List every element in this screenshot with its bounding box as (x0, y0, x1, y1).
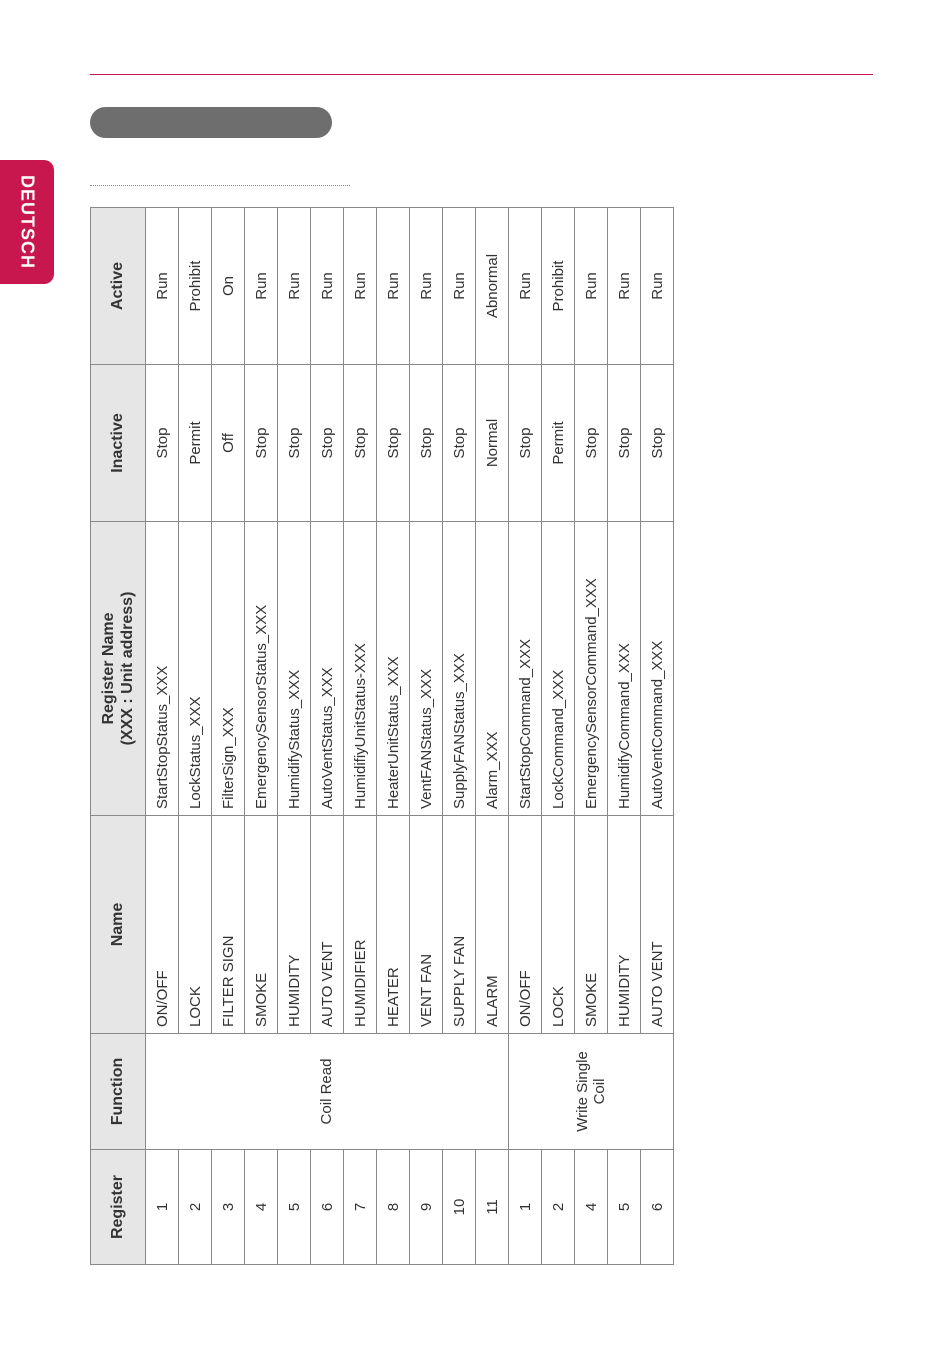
cell-register: 8 (377, 1150, 410, 1265)
cell-active: Run (509, 208, 542, 365)
header-register-name (91, 522, 146, 816)
cell-register-name: HumidifyCommand_XXX (608, 522, 641, 816)
header-function: Function (91, 1034, 146, 1150)
cell-inactive: Stop (245, 365, 278, 522)
cell-register: 6 (641, 1150, 674, 1265)
cell-register: 6 (311, 1150, 344, 1265)
cell-active: On (212, 208, 245, 365)
table-row (146, 208, 179, 1265)
cell-register: 3 (212, 1150, 245, 1265)
cell-name: SMOKE (245, 816, 278, 1034)
cell-register: 1 (509, 1150, 542, 1265)
cell-active: Prohibit (179, 208, 212, 365)
cell-register-name: Alarm_XXX (476, 522, 509, 816)
register-table (90, 207, 674, 1265)
header-name: Name (91, 816, 146, 1034)
cell-inactive: Stop (575, 365, 608, 522)
cell-inactive: Permit (542, 365, 575, 522)
header-register-name-line2: (XXX : Unit address) (119, 591, 136, 746)
cell-name: HEATER (377, 816, 410, 1034)
language-tab-label: DEUTSCH (17, 174, 38, 270)
cell-register: 5 (608, 1150, 641, 1265)
cell-register: 4 (575, 1150, 608, 1265)
cell-register-name: AutoVentCommand_XXX (641, 522, 674, 816)
cell-active: Run (146, 208, 179, 365)
cell-register-name: AutoVentStatus_XXX (311, 522, 344, 816)
cell-active: Run (245, 208, 278, 365)
cell-inactive: Off (212, 365, 245, 522)
function-line2: Coil (591, 1078, 608, 1105)
cell-inactive: Stop (146, 365, 179, 522)
cell-name: SUPPLY FAN (443, 816, 476, 1034)
cell-active: Run (410, 208, 443, 365)
header-register-name-line1: Register Name (99, 612, 117, 725)
cell-register-name: VentFANStatus_XXX (410, 522, 443, 816)
section-title-bar (90, 107, 332, 138)
header-inactive: Inactive (91, 365, 146, 522)
cell-inactive: Stop (509, 365, 542, 522)
cell-active: Run (311, 208, 344, 365)
cell-name: AUTO VENT (311, 816, 344, 1034)
cell-name: LOCK (542, 816, 575, 1034)
cell-active: Run (575, 208, 608, 365)
cell-name: ALARM (476, 816, 509, 1034)
header-active: Active (91, 208, 146, 365)
cell-inactive: Stop (344, 365, 377, 522)
cell-active: Run (278, 208, 311, 365)
cell-inactive: Stop (410, 365, 443, 522)
function-line1: Write Single (573, 1051, 591, 1132)
cell-name: HUMIDITY (278, 816, 311, 1034)
header-register: Register (91, 1150, 146, 1265)
cell-inactive: Stop (641, 365, 674, 522)
cell-active: Run (377, 208, 410, 365)
cell-name: HUMIDITY (608, 816, 641, 1034)
cell-inactive: Stop (608, 365, 641, 522)
cell-inactive: Normal (476, 365, 509, 522)
cell-name: ON/OFF (146, 816, 179, 1034)
language-tab (0, 160, 54, 284)
cell-active: Prohibit (542, 208, 575, 365)
cell-name: HUMIDIFIER (344, 816, 377, 1034)
cell-register-name: EmergencySensorCommand_XXX (575, 522, 608, 816)
cell-register-name: StartStopCommand_XXX (509, 522, 542, 816)
cell-register: 4 (245, 1150, 278, 1265)
cell-inactive: Stop (278, 365, 311, 522)
cell-name: SMOKE (575, 816, 608, 1034)
cell-register: 11 (476, 1150, 509, 1265)
cell-inactive: Permit (179, 365, 212, 522)
cell-register: 2 (179, 1150, 212, 1265)
cell-register: 10 (443, 1150, 476, 1265)
dotted-separator (90, 185, 350, 186)
cell-register-name: HeaterUnitStatus_XXX (377, 522, 410, 816)
cell-function-coil-read: Coil Read (146, 1034, 509, 1150)
table-row (509, 208, 542, 1265)
cell-active: Abnormal (476, 208, 509, 365)
cell-name: AUTO VENT (641, 816, 674, 1034)
cell-register-name: HumidifyStatus_XXX (278, 522, 311, 816)
header-divider (90, 74, 873, 75)
cell-register-name: LockCommand_XXX (542, 522, 575, 816)
cell-register-name: HumidifiyUnitStatus-XXX (344, 522, 377, 816)
cell-register-name: StartStopStatus_XXX (146, 522, 179, 816)
cell-active: Run (443, 208, 476, 365)
cell-register-name: SupplyFANStatus_XXX (443, 522, 476, 816)
cell-function-write-single-coil (509, 1034, 674, 1150)
cell-name: LOCK (179, 816, 212, 1034)
cell-name: ON/OFF (509, 816, 542, 1034)
cell-active: Run (641, 208, 674, 365)
cell-name: FILTER SIGN (212, 816, 245, 1034)
table-header-row (91, 208, 146, 1265)
register-table-container (90, 208, 672, 1265)
cell-inactive: Stop (377, 365, 410, 522)
cell-register-name: FilterSign_XXX (212, 522, 245, 816)
cell-inactive: Stop (311, 365, 344, 522)
cell-register: 7 (344, 1150, 377, 1265)
cell-inactive: Stop (443, 365, 476, 522)
cell-register: 2 (542, 1150, 575, 1265)
cell-name: VENT FAN (410, 816, 443, 1034)
cell-register-name: LockStatus_XXX (179, 522, 212, 816)
cell-register: 9 (410, 1150, 443, 1265)
cell-register: 5 (278, 1150, 311, 1265)
cell-register: 1 (146, 1150, 179, 1265)
cell-active: Run (608, 208, 641, 365)
cell-active: Run (344, 208, 377, 365)
cell-register-name: EmergencySensorStatus_XXX (245, 522, 278, 816)
